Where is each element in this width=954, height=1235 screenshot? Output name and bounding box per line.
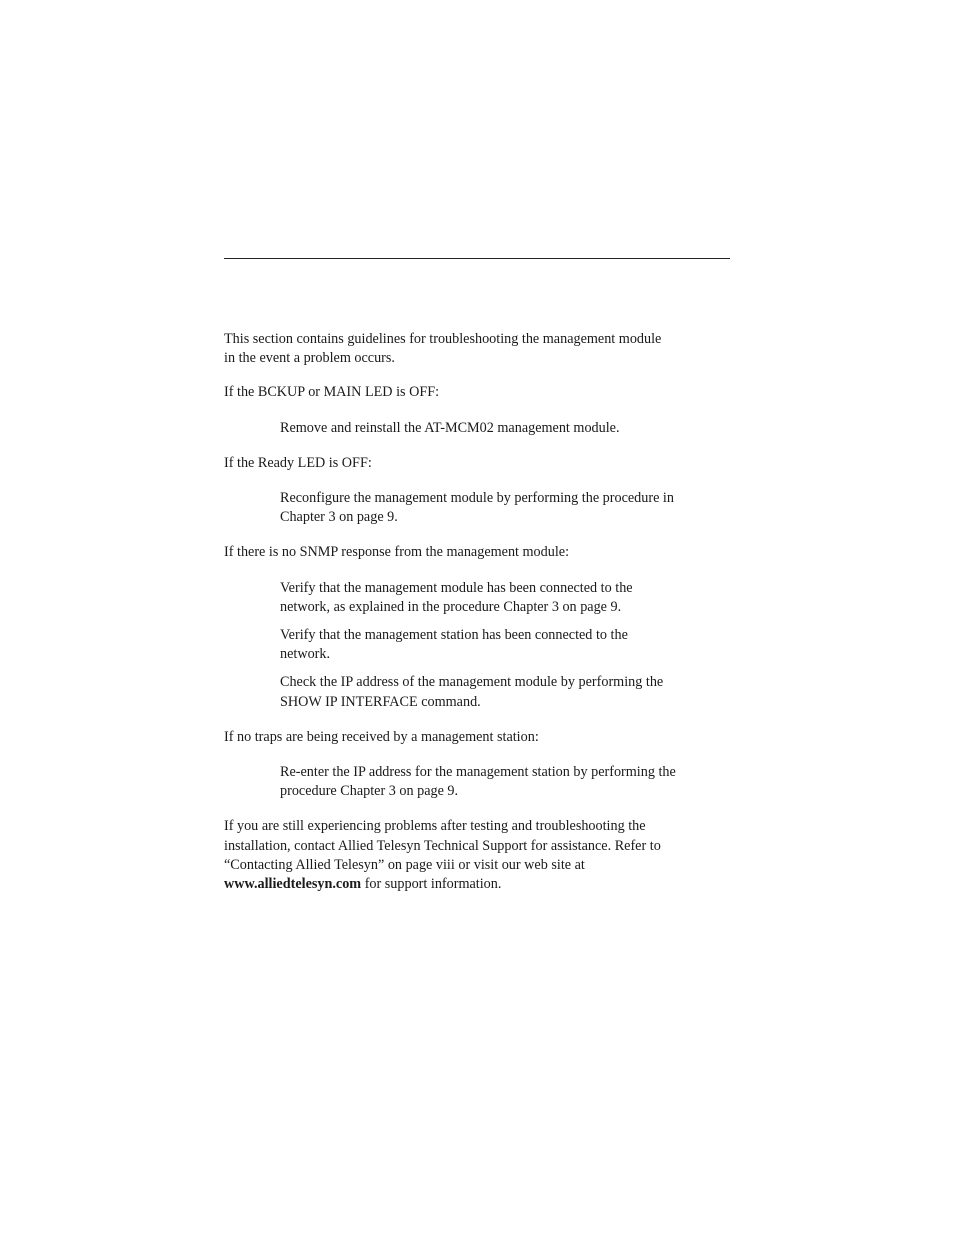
action-line: procedure Chapter 3 on page 9. xyxy=(280,783,459,800)
action-line: network, as explained in the procedure Chapter 3 on page 9. xyxy=(280,598,622,615)
action-verify-station-connected xyxy=(280,626,734,664)
closing-line-2: installation, contact Allied Telesyn Technical Support for assistance. Refer to xyxy=(224,837,661,854)
section-divider-rule xyxy=(224,258,730,259)
website-link[interactable]: www.alliedtelesyn.com xyxy=(224,876,362,893)
action-line: Verify that the management module has been connected to the xyxy=(280,579,633,596)
condition-bckup-main-led: If the BCKUP or MAIN LED is OFF: xyxy=(224,384,440,401)
closing-line-4-suffix: for support information. xyxy=(361,876,502,893)
action-reenter-ip xyxy=(280,763,734,801)
action-verify-module-connected xyxy=(280,579,734,617)
action-line: Chapter 3 on page 9. xyxy=(280,509,398,526)
action-check-ip-address xyxy=(280,673,734,711)
condition-no-snmp-response: If there is no SNMP response from the management module: xyxy=(224,544,570,561)
intro-paragraph xyxy=(224,330,734,368)
action-line: Remove and reinstall the AT-MCM02 management module. xyxy=(280,419,620,436)
closing-line-3: “Contacting Allied Telesyn” on page viii or visit our web site at xyxy=(224,856,585,873)
closing-line-1: If you are still experiencing problems after testing and troubleshooting the xyxy=(224,818,646,835)
closing-paragraph xyxy=(224,817,734,894)
action-line: Check the IP address of the management module by performing the xyxy=(280,674,664,691)
intro-line-1: This section contains guidelines for troubleshooting the management module xyxy=(224,331,662,347)
condition-no-traps: If no traps are being received by a management station: xyxy=(224,728,539,745)
action-remove-reinstall xyxy=(280,419,734,438)
condition-ready-led: If the Ready LED is OFF: xyxy=(224,454,372,471)
action-line: SHOW IP INTERFACE command. xyxy=(280,693,481,710)
troubleshooting-section xyxy=(224,330,734,894)
action-line: network. xyxy=(280,646,331,663)
action-line: Re-enter the IP address for the management station by performing the xyxy=(280,764,676,781)
action-line: Verify that the management station has been connected to the xyxy=(280,627,628,644)
action-line: Reconfigure the management module by performing the procedure in xyxy=(280,490,674,507)
action-reconfigure xyxy=(280,489,734,527)
intro-line-2: in the event a problem occurs. xyxy=(224,350,395,367)
